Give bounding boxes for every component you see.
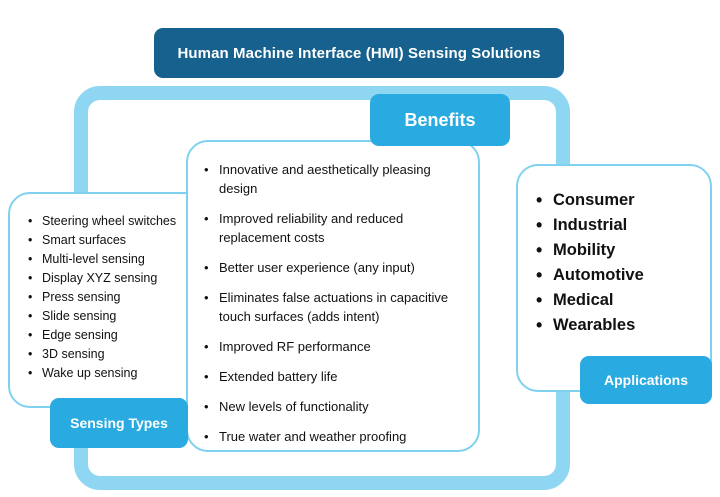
list-item: • Better user experience (any input) bbox=[202, 258, 464, 277]
list-item: • Industrial bbox=[534, 213, 704, 238]
applications-header: Applications bbox=[580, 356, 712, 404]
list-item: • Automotive bbox=[534, 263, 704, 288]
list-item: • Improved reliability and reduced replacement costs bbox=[202, 209, 464, 247]
list-item: • Press sensing bbox=[26, 288, 206, 306]
list-item: • Multi-level sensing bbox=[26, 250, 206, 268]
list-item: • Edge sensing bbox=[26, 326, 206, 344]
sensing-types-header: Sensing Types bbox=[50, 398, 188, 448]
list-item: • Extended battery life bbox=[202, 367, 464, 386]
list-item: • Mobility bbox=[534, 238, 704, 263]
list-item: • True water and weather proofing bbox=[202, 427, 464, 446]
list-item: • Wearables bbox=[534, 313, 704, 338]
applications-list bbox=[534, 188, 704, 338]
list-item: • Consumer bbox=[534, 188, 704, 213]
list-item: • New levels of functionality bbox=[202, 397, 464, 416]
sensing-types-list bbox=[26, 212, 206, 383]
list-item: • Innovative and aesthetically pleasing design bbox=[202, 160, 464, 198]
list-item: • Improved RF performance bbox=[202, 337, 464, 356]
list-item: • Display XYZ sensing bbox=[26, 269, 206, 287]
list-item: • Medical bbox=[534, 288, 704, 313]
benefits-list bbox=[202, 160, 464, 457]
list-item: • Wake up sensing bbox=[26, 364, 206, 382]
list-item: • Smart surfaces bbox=[26, 231, 206, 249]
list-item: • Slide sensing bbox=[26, 307, 206, 325]
list-item: • 3D sensing bbox=[26, 345, 206, 363]
benefits-header: Benefits bbox=[370, 94, 510, 146]
list-item: • Steering wheel switches bbox=[26, 212, 206, 230]
page-title: Human Machine Interface (HMI) Sensing Solutions bbox=[154, 28, 564, 78]
list-item: • Eliminates false actuations in capacitive touch surfaces (adds intent) bbox=[202, 288, 464, 326]
